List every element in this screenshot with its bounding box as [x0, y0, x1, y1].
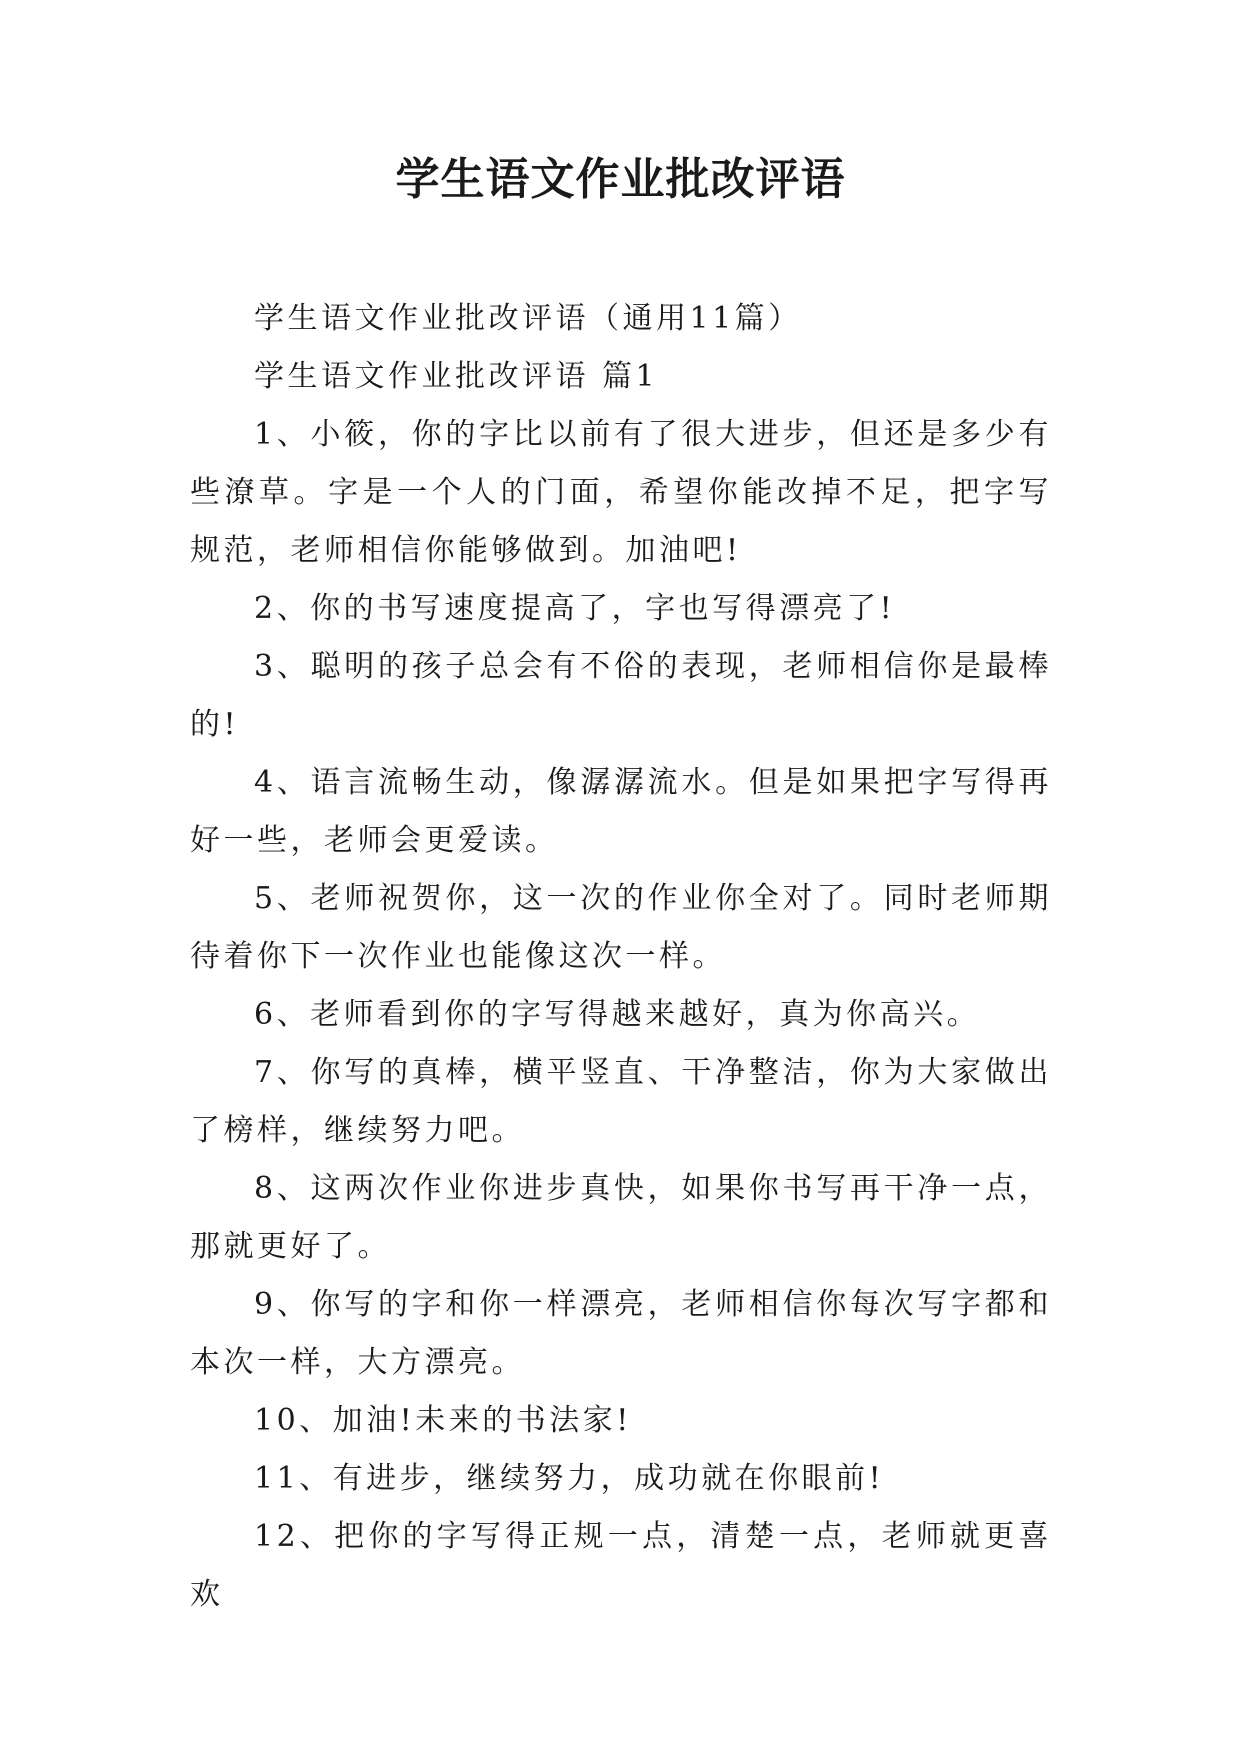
document-body [190, 290, 1052, 1624]
comment-paragraph: 1、小筱，你的字比以前有了很大进步，但还是多少有些潦草。字是一个人的门面，希望你能改掉不足，把字写规范，老师相信你能够做到。加油吧! [190, 417, 1052, 568]
comment-paragraph: 6、老师看到你的字写得越来越好，真为你高兴。 [254, 997, 981, 1032]
comment-paragraph: 10、加油!未来的书法家! [254, 1403, 632, 1438]
comment-paragraph: 2、你的书写速度提高了，字也写得漂亮了! [254, 591, 896, 626]
comment-paragraph: 8、这两次作业你进步真快，如果你书写再干净一点，那就更好了。 [190, 1171, 1052, 1264]
comment-paragraph: 11、有进步，继续努力，成功就在你眼前! [254, 1461, 885, 1496]
document-subtitle: 学生语文作业批改评语（通用11篇） [254, 301, 802, 336]
document-title: 学生语文作业批改评语 [395, 154, 846, 205]
comment-paragraph: 12、把你的字写得正规一点，清楚一点，老师就更喜欢 [190, 1519, 1052, 1612]
comment-paragraph: 7、你写的真棒，横平竖直、干净整洁，你为大家做出了榜样，继续努力吧。 [190, 1055, 1052, 1148]
comment-paragraph: 5、老师祝贺你，这一次的作业你全对了。同时老师期待着你下一次作业也能像这次一样。 [190, 881, 1052, 974]
section-heading: 学生语文作业批改评语 篇1 [254, 359, 659, 394]
comment-paragraph: 9、你写的字和你一样漂亮，老师相信你每次写字都和本次一样，大方漂亮。 [190, 1287, 1052, 1380]
comment-paragraph: 4、语言流畅生动，像潺潺流水。但是如果把字写得再好一些，老师会更爱读。 [190, 765, 1052, 858]
comment-paragraph: 3、聪明的孩子总会有不俗的表现，老师相信你是最棒的! [190, 649, 1052, 742]
